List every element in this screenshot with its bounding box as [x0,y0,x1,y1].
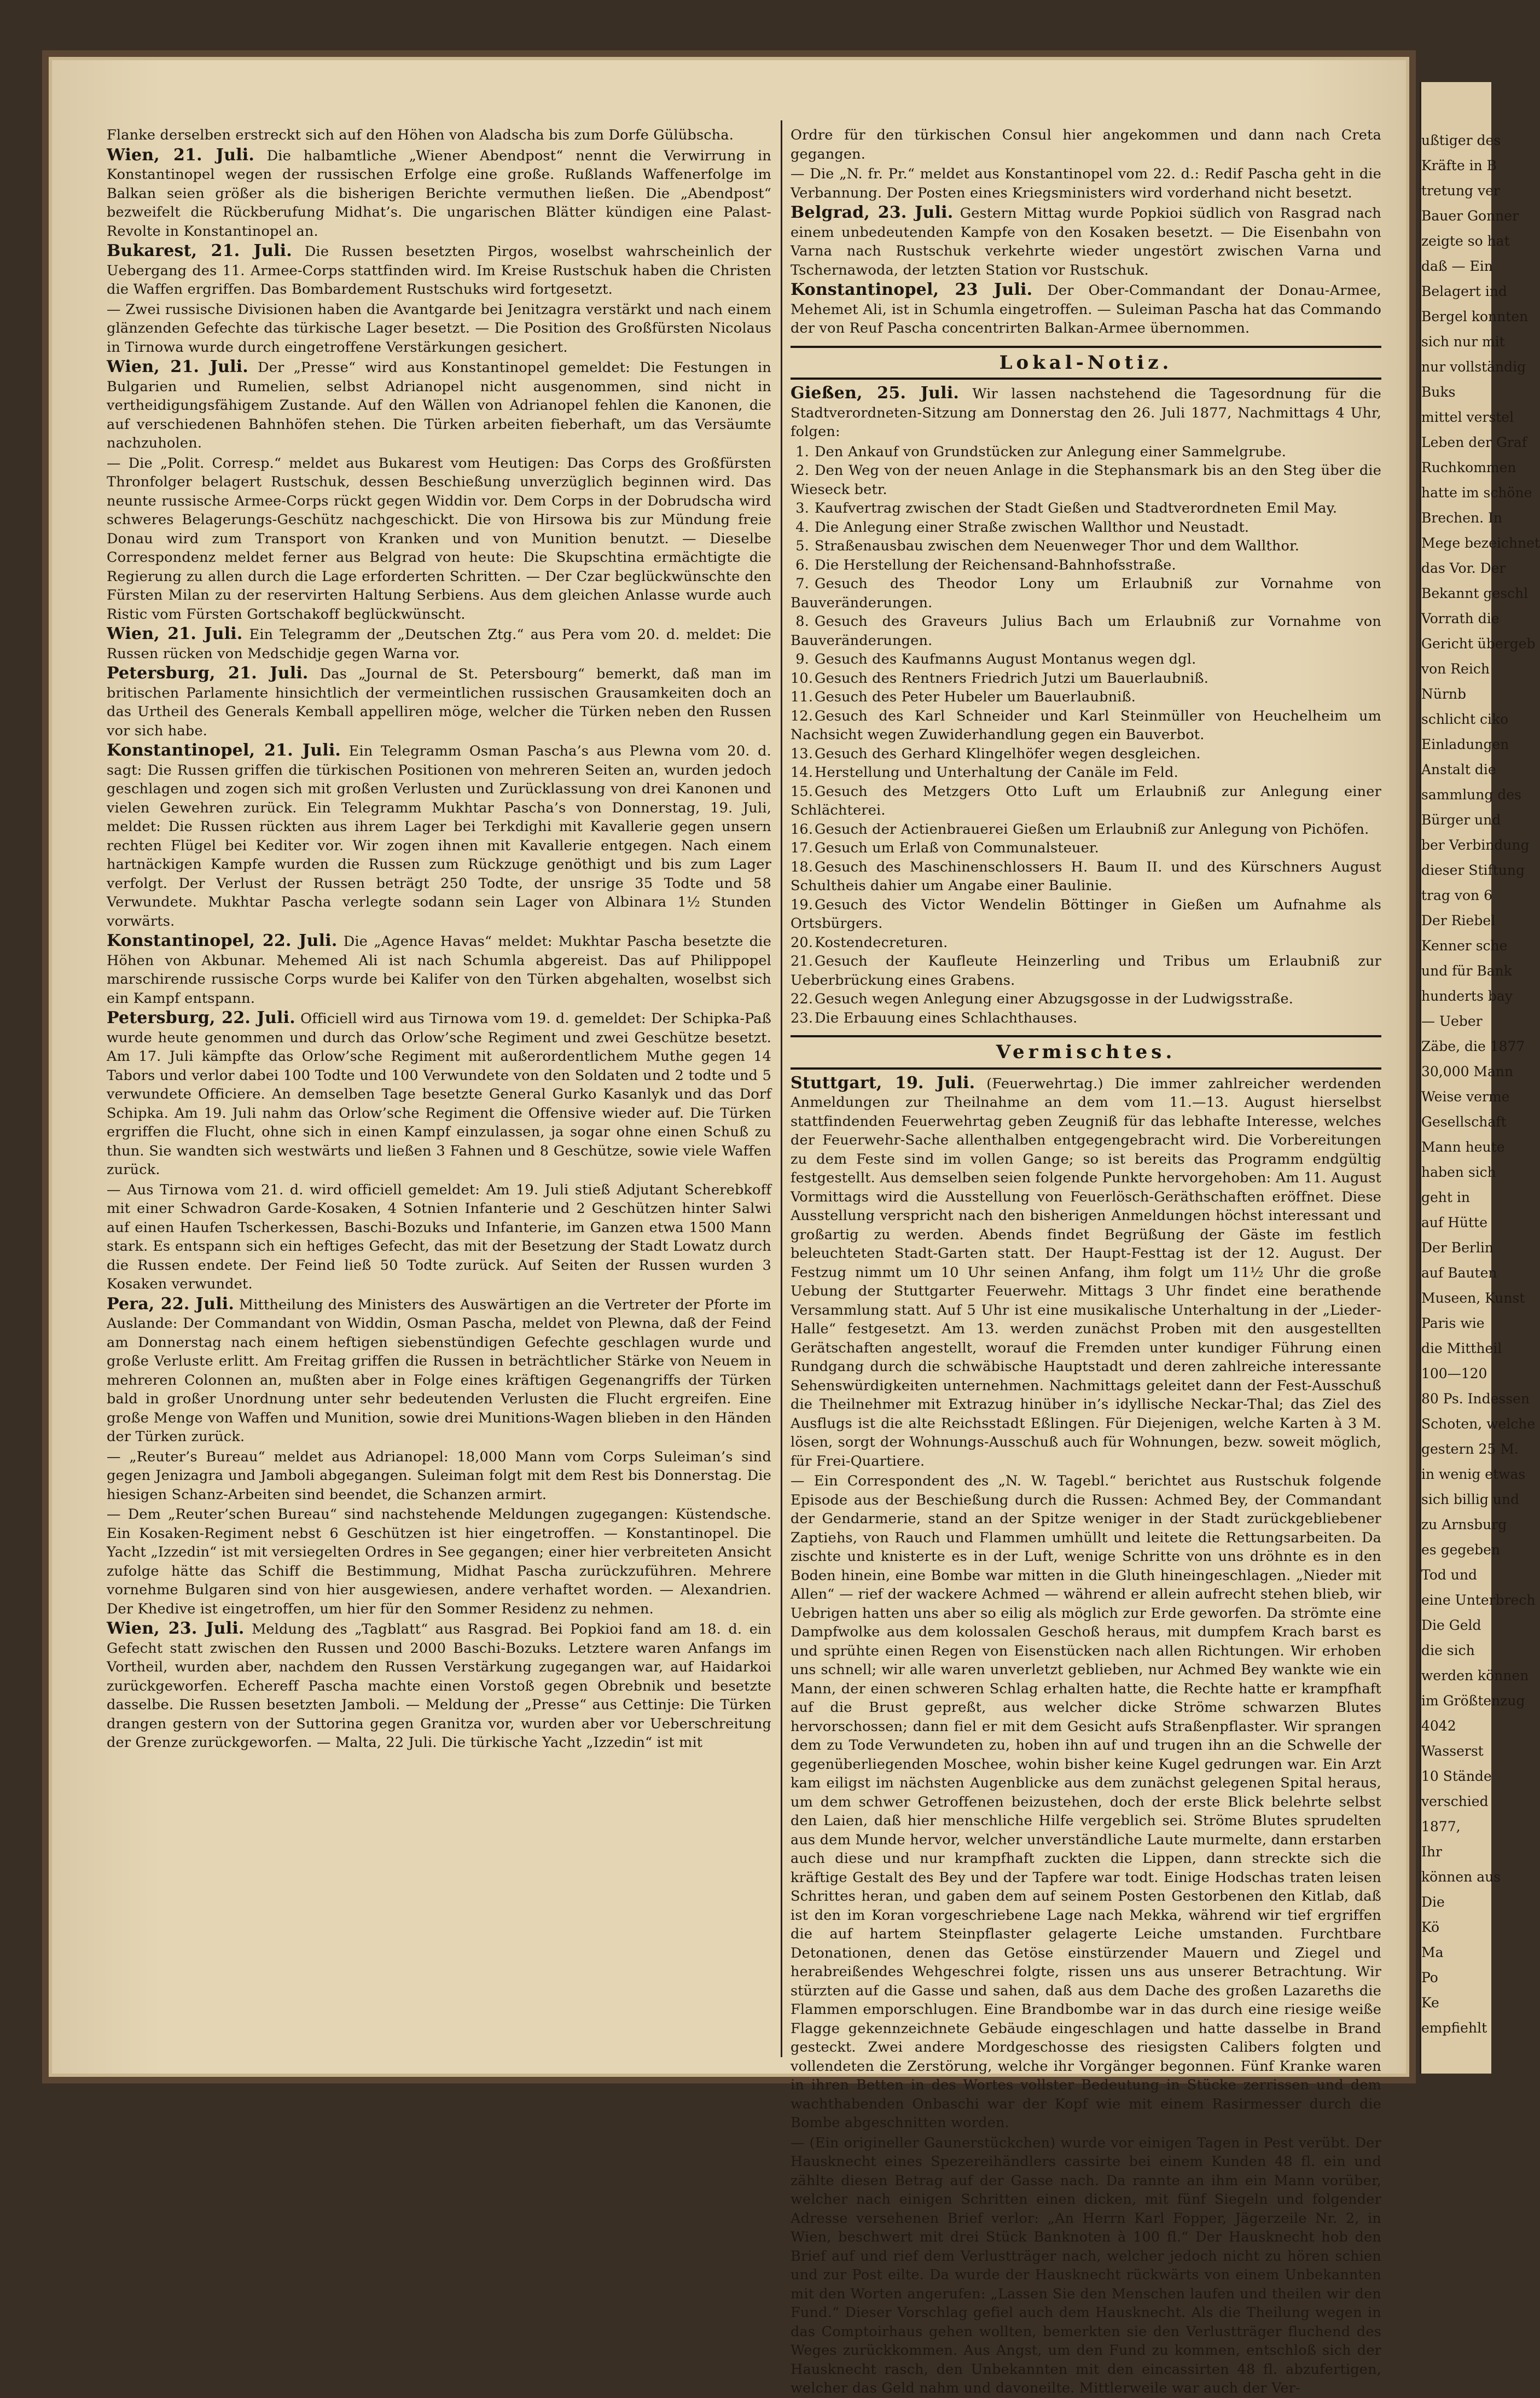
adjacent-page-line: Belagert ind [1421,283,1507,299]
column-rule [781,120,782,2057]
adjacent-page-line: verschied [1421,1793,1489,1809]
adjacent-page-line: Kenner sche [1421,938,1508,954]
agenda-item-number: 17. [791,840,813,856]
adjacent-page-line: gestern 25 M. [1421,1441,1519,1457]
adjacent-page-line: Gericht übergeb [1421,636,1536,652]
dateline: Konstantinopel, 22. Juli. [107,931,338,950]
agenda-item [791,990,1381,1009]
agenda-item-number: 12. [791,707,813,724]
agenda-item-text: Gesuch des Gerhard Klingelhöfer wegen desgleichen. [815,745,1201,762]
agenda-item-number: 14. [791,764,813,781]
adjacent-page-line: Paris wie [1421,1315,1485,1331]
paragraph-text: Ein Telegramm der „Deutschen Ztg.“ aus Pera vom 20. d. meldet: Die Russen rücken von Medschidje gegen Warna vor. [107,626,771,662]
dateline: Belgrad, 23. Juli. [791,203,954,222]
news-paragraph [107,1619,771,1752]
agenda-item-number: 16. [791,821,813,838]
news-paragraph [107,300,771,357]
dateline: Stuttgart, 19. Juli. [791,1073,975,1093]
agenda-item-number: 19. [791,896,813,913]
adjacent-page-line: es gegeben [1421,1542,1501,1558]
adjacent-page-line: Tod und [1421,1567,1477,1583]
news-paragraph [791,1074,1381,1471]
agenda-item-text: Gesuch der Actienbrauerei Gießen um Erlaubniß zur Anlegung von Pichöfen. [815,821,1369,838]
paragraph-text: — Die „N. fr. Pr.“ meldet aus Konstantinopel vom 22. d.: Redif Pascha geht in die Verbannung. Der Posten eines Kriegsministers wird vorderhand nicht besetzt. [791,166,1381,201]
news-paragraph [107,932,771,1008]
news-paragraph [107,1295,771,1447]
agenda-item-number: 8. [795,613,809,630]
paragraph-text: Flanke derselben erstreckt sich auf den Höhen von Aladscha bis zum Dorfe Gülübscha. [107,127,734,143]
paragraph-text: Officiell wird aus Tirnowa vom 19. d. gemeldet: Der Schipka-Paß wurde heute genommen und durch das Orlow’sche Regiment und zwei Geschütze besetzt. Am 17. Juli kämpfte das Orlow’sche Regiment mit außerordentlichem Muthe gegen 14 Tabors und verlor dabei 100 Todte und 100 Verwundete von den Soldaten und 2 todte und 5 verwundete Officiere. An demselben Tage besetzte General Gurko Kasanlyk und das Dorf Schipka. Am 19. Juli nahm das Orlow’sche Regiment die Offensive wieder auf. Die Türken ergriffen die Flucht, ohne sich in einen Kampf einzulassen, ja sogar ohne einen Schuß zu thun. Sie wandten sich westwärts und ließen 3 Fahnen und 8 Geschütze, sowie viele Waffen zurück. [107,1011,772,1178]
agenda-item [791,443,1381,462]
dateline: Petersburg, 21. Juli. [107,664,309,683]
agenda-item-text: Die Anlegung einer Straße zwischen Wallthor und Neustadt. [815,519,1250,536]
paragraph-text: — Ein Correspondent des „N. W. Tagebl.“ berichtet aus Rustschuk folgende Episode aus der Beschießung durch die Russen: Achmed Bey, der Commandant der Gendarmerie, stand an der Spitze weniger in der Stadt zurückgebliebener Zaptiehs, von Rauch und Flammen umhüllt und leitete die Rettungsarbeiten. Da zischte und knisterte es in der Luft, wenige Schritte von uns dröhnte es in den Boden hinein, eine Bombe war mitten in die Gluth hineingeschlagen. „Nieder mit Allen“ — rief der wackere Achmed — während er allein aufrecht stehen blieb, wir Uebrigen hatten uns aber so eilig als möglich zur Erde geworfen. Da strömte eine Dampfwolke aus dem kolossalen Geschoß heraus, mit dumpfem Krach barst es und sprühte einen Regen von Eisenstücken nach allen Richtungen. Wir erhoben uns schnell; wir alle waren unverletzt geblieben, nur Achmed Bey wankte wie ein Mann, der einen schweren Schlag erhalten hatte, die Rechte hatte er krampfhaft auf die Brust gepreßt, aus welcher dicke Ströme schwarzen Blutes hervorschossen; dann fiel er mit dem Gesicht aufs Straßenpflaster. Wir sprangen dem zu Tode Verwundeten zu, hoben ihn auf und trugen ihn an die Schwelle der gegenüberliegenden Moschee, wohin bisher keine Kugel gedrungen war. Ein Arzt kam eiligst im nächsten Augenblicke aus dem zunächst gelegenen Spital heraus, um dem schwer Getroffenen beizustehen, doch der erste Blick belehrte selbst den Laien, daß hier menschliche Hilfe vergeblich sei. Ströme Blutes sprudelten aus dem Munde hervor, welcher unverständliche Laute murmelte, dann erstarben auch diese und nur krampfhaft zuckten die Lippen, dann streckte sich die kräftige Gestalt des Bey und der Tapfere war todt. Einige Hodschas traten leisen Schrittes heran, und gaben dem auf seinem Posten Gestorbenen den Kitlab, daß ist den im Koran vorgeschriebene Lage nach Mekka, während wir tief ergriffen die auf hartem Steinpflaster gelagerte Leiche umstanden. Furchtbare Detonationen, denen das Getöse einstürzender Mauern und Ziegel und herabreißendes Wehgeschrei folgte, rissen uns aus unserer Betrachtung. Wir stürzten auf die Gasse und sahen, daß aus dem Dache des großen Lazareths die Flammen emporschlugen. Eine Brandbombe war in das durch eine riesige weiße Flagge gekennzeichnete Gebäude eingeschlagen und hatte dasselbe in Brand gesteckt. Zwei andere Mordgeschosse des riesigsten Calibers folgten und vollendeten die Zerstörung, welche ihr Vorgänger begonnen. Fünf Kranke waren in ihren Betten in des Wortes vollster Bedeutung in Stücke zerrissen und dem wachthabenden Onbaschi war der Kopf wie mit einem Rasirmesser durch die Bombe abgeschnitten worden. [791,1473,1381,2131]
adjacent-page-line: haben sich [1421,1164,1496,1180]
agenda-item-number: 7. [795,576,809,592]
adjacent-page-line: schlicht ciko [1421,711,1509,727]
dateline: Wien, 21. Juli. [107,145,255,165]
paragraph-text: — Die „Polit. Corresp.“ meldet aus Bukarest vom Heutigen: Das Corps des Großfürsten Thronfolger belagert Rustschuk, dessen Beschießung unverzüglich beginnen wird. Das neunte russische Armee-Corps rückt gegen Widdin vor. Dem Corps in der Dobrudscha wird schweres Belagerungs-Geschütz nachgeschickt. Die von Hirsowa bis zur Mündung freie Donau wird zum Transport von Kranken und von Munition benutzt. — Dieselbe Correspondenz meldet ferner aus Belgrad von heute: Die Skupschtina ermächtigte die Regierung zu allen durch die Lage erforderten Schritten. — Der Czar beglückwünschte den Fürsten Milan zu der reservirten Haltung Serbiens. Aus dem gleichen Anlasse wurde auch Ristic vom Fürsten Gortschakoff beglückwünscht. [107,455,771,623]
paragraph-text: — Dem „Reuter’schen Bureau“ sind nachstehende Meldungen zugegangen: Küstendsche. Ein Kosaken-Regiment nebst 6 Geschützen ist hier eingetroffen. — Konstantinopel. Die Yacht „Izzedin“ ist mit versiegelten Ordres in See gegangen; einer hier verbreiteten Ansicht zufolge hätte das Schiff die Bestimmung, Midhat Pascha zurückzuführen. Mehrere vornehme Bulgaren sind von hier ausgewiesen, andere verhaftet worden. — Alexandrien. Der Khedive ist eingetroffen, um hier für den Sommer Residenz zu nehmen. [107,1506,771,1617]
adjacent-page-line: eine Unterbrech [1421,1592,1536,1608]
adjacent-page-line: zeigte so hat [1421,233,1510,249]
paragraph-text: Die „Agence Havas“ meldet: Mukhtar Pascha besetzte die Höhen von Akbunar. Mehemed Ali ist nach Schumla abgereist. Das auf Philippopel marschirende russische Corps wurde bei Kalifer von den Türken abgehalten, woselbst sich ein Kampf entspann. [107,933,772,1007]
adjacent-page-line: Anstalt die [1421,762,1496,777]
adjacent-page-line: von Reich [1421,661,1490,677]
adjacent-page-line: trag von 6 [1421,887,1492,903]
agenda-item-number: 6. [795,556,809,573]
dateline: Wien, 23. Juli. [107,1619,245,1638]
adjacent-page-line: geht in [1421,1189,1470,1205]
agenda-item-text: Gesuch um Erlaß von Communalsteuer. [815,840,1099,856]
news-paragraph [791,281,1381,338]
agenda-item-number: 10. [791,670,813,687]
news-paragraph [107,454,771,624]
agenda-item [791,669,1381,688]
lokal-intro [791,384,1381,442]
adjacent-page-line: Nürnb [1421,686,1467,702]
adjacent-page-line: Der Riebel [1421,913,1496,928]
agenda-item [791,537,1381,556]
adjacent-page-line: Einladungen [1421,736,1509,752]
agenda-item-number: 15. [791,783,813,800]
adjacent-page-line: Ihr [1421,1844,1442,1860]
paragraph-text: Der „Presse“ wird aus Konstantinopel gemeldet: Die Festungen in Bulgarien und Rumelien, selbst Adrianopel nicht ausgenommen, sind nicht in vertheidigungsfähigem Zustande. Auf den Wällen von Adrianopel fehlen die Kanonen, die auf verschiedenen Bahnhöfen stehen. Die Türken arbeiten fieberhaft, um das Versäumte nachzuholen. [107,359,771,451]
dateline: Wien, 21. Juli. [107,357,248,376]
adjacent-page-line: die Mittheil [1421,1340,1502,1356]
agenda-item-text: Straßenausbau zwischen dem Neuenweger Thor und dem Wallthor. [815,538,1299,554]
adjacent-page-line: 1877, [1421,1819,1461,1834]
adjacent-page-line: Bürger und [1421,812,1501,828]
agenda-item [791,896,1381,933]
agenda-item-number: 2. [795,462,809,479]
adjacent-page-fragment [1420,82,1540,2074]
news-paragraph [107,741,771,931]
news-paragraph [107,126,771,145]
adjacent-page-line: — Ueber [1421,1013,1483,1029]
agenda-item [791,574,1381,612]
agenda-item-text: Gesuch der Kaufleute Heinzerling und Tribus um Erlaubniß zur Ueberbrückung eines Grabens. [791,953,1381,989]
adjacent-page-line: Kö [1421,1919,1440,1935]
agenda-item-text: Gesuch des Theodor Lony um Erlaubniß zur Vornahme von Bauveränderungen. [791,576,1381,611]
agenda-item [791,518,1381,537]
paragraph-text: Gestern Mittag wurde Popkioi südlich von Rasgrad nach einem unbedeutenden Kampfe von den Kosaken besetzt. — Die Eisenbahn von Varna nach Rustschuk verkehrte wieder ungestört zwischen Varna und Tschernawoda, der letzten Station vor Rustschuk. [791,205,1381,278]
paragraph-text: — „Reuter’s Bureau“ meldet aus Adrianopel: 18,000 Mann vom Corps Suleiman’s sind gegen Jenizagra und Jamboli abgegangen. Suleiman folgt mit dem Rest bis Donnerstag. Die hiesigen Schanz-Arbeiten sind beendet, die Schanzen armirt. [107,1448,771,1503]
adjacent-page-line: Ma [1421,1944,1444,1960]
adjacent-page-line: Gesellschaft [1421,1114,1507,1130]
adjacent-page-line: empfiehlt [1421,2020,1487,2036]
adjacent-page-line: Ke [1421,1995,1439,2011]
agenda-item [791,461,1381,499]
adjacent-page-line: dieser Stiftung [1421,862,1525,878]
dateline: Pera, 22. Juli. [107,1294,235,1314]
adjacent-page-line: ber Verbindung [1421,837,1530,853]
adjacent-page-line: Die [1421,1894,1445,1910]
dateline: Wien, 21. Juli. [107,624,243,643]
adjacent-page-line: Po [1421,1970,1438,1985]
adjacent-page-line: und für Bank [1421,963,1512,979]
vermischtes-body [791,1074,1381,2398]
adjacent-page-line: mittel verstel [1421,409,1514,425]
news-paragraph [107,1448,771,1505]
agenda-item-number: 3. [795,500,809,516]
news-paragraph [791,204,1381,280]
news-paragraph [107,358,771,453]
agenda-item [791,820,1381,839]
agenda-item [791,952,1381,990]
dateline: Konstantinopel, 21. Juli. [107,741,341,760]
dateline: Bukarest, 21. Juli. [107,241,292,260]
adjacent-page-line: daß — Ein [1421,258,1493,274]
adjacent-page-line: 80 Ps. Indessen [1421,1391,1530,1407]
agenda-item [791,763,1381,782]
adjacent-page-line: im Größtenzug [1421,1693,1525,1709]
paragraph-text: — (Ein origineller Gaunerstückchen) wurde vor einigen Tagen in Pest verübt. Der Hausknecht eines Spezereihändlers cassirte bei einem Kunden 48 fl. ein und zählte diesen Betrag auf der Gasse nach. Da rannte an ihm ein Mann vorüber, welcher nach einigen Schritten einen dicken, mit fünf Siegeln und folgender Adresse versehenen Brief verlor: „An Herrn Karl Fopper, Jägerzeile Nr. 2, in Wien, beschwert mit drei Stück Banknoten à 100 fl.“ Der Hausknecht hob den Brief auf und rief dem Verlustträger nach, welcher jedoch nicht zu hören schien und zur Post eilte. Da wurde der Hausknecht rückwärts von einem Unbekannten mit den Worten angerufen: „Lassen Sie den Menschen laufen und theilen wir den Fund.“ Dieser Vorschlag gefiel auch dem Hausknecht. Als die Theilung wegen in das Comptoirhaus gehen wollten, bemerkten sie den Verlustträger fluchend des Weges zurückkommen. Aus Angst, um den Fund zu kommen, entschloß sich der Hausknecht rasch, den Unbekannten mit den eincassirten 48 fl. abzufertigen, welcher das Geld nahm und davoneilte. Mittlerweile war auch der Ver- [791,2134,1381,2396]
news-paragraph [791,1472,1381,2133]
agenda-item [791,858,1381,896]
dateline: Petersburg, 22. Juli. [107,1008,295,1027]
dateline: Konstantinopel, 23 Juli. [791,280,1033,299]
news-paragraph [107,1009,771,1180]
adjacent-page-line: auf Bauten [1421,1265,1497,1281]
adjacent-page-line: Schoten, welche [1421,1416,1536,1432]
adjacent-page-line: sich nur mit [1421,334,1505,350]
agenda-item [791,556,1381,575]
agenda-item-text: Den Ankauf von Grundstücken zur Anlegung einer Sammelgrube. [815,443,1287,460]
adjacent-page-line: Ruchkommen [1421,460,1516,475]
paragraph-text: (Feuerwehrtag.) Die immer zahlreicher werdenden Anmeldungen zur Theilnahme an dem vom 11.—13. August hierselbst stattfindenden Feuerwehrtag geben Zeugniß für das lebhafte Interesse, welches der Feuerwehr-Sache allenthalben entgegengebracht wird. Die Vorbereitungen zu dem Feste sind im vollen Gange; so ist bereits das Programm endgültig festgestellt. Aus demselben seien folgende Punkte hervorgehoben: Am 11. August Vormittags wird die Ausstellung von Feuerlösch-Geräthschaften eröffnet. Diese Ausstellung verspricht nach den bisherigen Anmeldungen höchst interessant und großartig zu werden. Abends findet Begrüßung der Gäste im festlich beleuchteten Stadt-Garten statt. Der Haupt-Festtag ist der 12. August. Der Festzug nimmt um 10 Uhr seinen Anfang, ihm folgt um 11½ Uhr die große Uebung der Stuttgarter Feuerwehr. Mittags 3 Uhr findet eine berathende Versammlung statt. Auf 5 Uhr ist eine musikalische Unterhaltung in der „Lieder-Halle“ festgesetzt. Am 13. werden zunächst Proben mit den ausgestellten Gerätschaften angestellt, worauf die Fremden unter kundiger Führung einen Rundgang durch die schwäbische Hauptstadt und deren zahlreiche interessante Sehenswürdigkeiten unternehmen. Nachmittags geleitet dann der Fest-Ausschuß die Theilnehmer mit Extrazug hinüber in’s idyllische Neckar-Thal; das Ziel des Ausflugs ist die alte Reichsstadt Eßlingen. Für Diejenigen, welche Karten à 3 M. lösen, sorgt der Wohnungs-Ausschuß auch für Wohnungen, bezw. soweit möglich, für Frei-Quartiere. [791,1075,1381,1470]
agenda-item-text: Gesuch des Victor Wendelin Böttinger in Gießen um Aufnahme als Ortsbürgers. [791,896,1381,932]
agenda-item-text: Gesuch des Maschinenschlossers H. Baum II. und des Kürschners August Schultheis dahier um Angabe einer Baulinie. [791,858,1381,894]
paragraph-text: Das „Journal de St. Petersbourg“ bemerkt, daß man im britischen Parlamente hinsichtlich der vermeintlichen russischen Grausamkeiten doch an das Urtheil des Generals Kemball appelliren möge, welcher die Türken neben den Russen vor sich habe. [107,666,771,739]
news-paragraph [107,242,771,299]
lokal-intro-dateline: Gießen, 25. Juli. [791,384,959,403]
agenda-item-text: Kaufvertrag zwischen der Stadt Gießen und Stadtverordneten Emil May. [815,500,1338,516]
agenda-item-number: 18. [791,858,813,875]
news-paragraph [791,126,1381,164]
news-paragraph [107,1181,771,1294]
news-paragraph [107,146,771,241]
adjacent-page-line: die sich [1421,1642,1475,1658]
adjacent-page-line: Bekannt geschl [1421,585,1529,601]
adjacent-page-line: Bauer Gonner [1421,208,1519,224]
adjacent-page-line: 10 Stände [1421,1768,1492,1784]
agenda-item-text: Kostendecreturen. [815,934,948,951]
agenda-item-text: Gesuch des Metzgers Otto Luft um Erlaubniß zur Anlegung einer Schlächterei. [791,783,1381,818]
agenda-item-number: 11. [791,689,813,705]
agenda-item [791,499,1381,518]
agenda-item-text: Die Erbauung eines Schlachthauses. [815,1009,1078,1026]
lokal-intro-text: Wir lassen nachstehend die Tagesordnung für die Stadtverordneten-Sitzung am Donnerstag den 26. Juli 1877, Nachmittags 4 Uhr, folgen: [791,386,1381,440]
agenda-item [791,839,1381,858]
adjacent-page-line: Bergel konnten [1421,309,1529,324]
adjacent-page-line: Der Berlin [1421,1240,1493,1256]
paragraph-text: — Zwei russische Divisionen haben die Avantgarde bei Jenitzagra verstärkt und nach einem glänzenden Gefechte das türkische Lager besetzt. — Die Position des Großfürsten Nicolaus in Tirnowa wurde durch eingetroffene Verstärkungen gesichert. [107,301,771,356]
adjacent-page-line: Mann heute [1421,1139,1505,1155]
news-paragraph [107,1505,771,1618]
adjacent-page-line: Museen, Kunst [1421,1290,1525,1306]
agenda-item-text: Gesuch des Karl Schneider und Karl Steinmüller von Heuchelheim um Nachsicht wegen Zuwiderhandlung gegen ein Bauverbot. [791,707,1381,743]
adjacent-page-line: auf Hütte [1421,1215,1487,1230]
news-paragraph [107,664,771,740]
news-paragraph [107,625,771,663]
right-column-news [791,126,1381,338]
agenda-item [791,745,1381,764]
adjacent-page-line: Brechen. In [1421,510,1502,526]
agenda-item-text: Gesuch wegen Anlegung einer Abzugsgosse in der Ludwigsstraße. [815,991,1294,1007]
agenda-item [791,933,1381,953]
adjacent-page-line: ußtiger des [1421,132,1501,148]
adjacent-page-line: Die Geld [1421,1617,1481,1633]
agenda-item-number: 21. [791,953,813,969]
adjacent-page-line: werden können [1421,1668,1529,1683]
adjacent-page-line: Leben der Graf [1421,434,1527,450]
section-header-lokal-notiz: Lokal-Notiz. [791,346,1381,380]
paragraph-text: — Aus Tirnowa vom 21. d. wird officiell gemeldet: Am 19. Juli stieß Adjutant Scherebkoff mit einer Schwadron Garde-Kosaken, 4 Sotnien Infanterie und 2 Geschützen hinter Salwi auf einen Haufen Tscherkessen, Baschi-Bozuks und Infanterie, im Ganzen etwa 1500 Mann stark. Es entspann sich ein heftiges Gefecht, das mit der Besetzung der Stadt Lowatz durch die Russen endete. Der Feind ließ 50 Todte zurück. Auf Seiten der Russen wurden 3 Kosaken verwundet. [107,1181,771,1292]
agenda-item-text: Herstellung und Unterhaltung der Canäle im Feld. [815,764,1178,781]
agenda-item-number: 20. [791,934,813,951]
paragraph-text: Die Russen besetzten Pirgos, woselbst wahrscheinlich der Uebergang des 11. Armee-Corps stattfinden wird. Im Kreise Rustschuk haben die Christen die Waffen ergriffen. Das Bombardement Rustschuks wird fortgesetzt. [107,243,771,298]
adjacent-page-line: das Vor. Der [1421,560,1506,576]
adjacent-page-line: Buks [1421,384,1456,400]
agenda-item-number: 5. [795,538,809,554]
agenda-item [791,650,1381,669]
agenda-item-number: 22. [791,991,813,1007]
adjacent-page-line: in wenig etwas [1421,1466,1526,1482]
left-column [107,126,771,2052]
paragraph-text: Der Ober-Commandant der Donau-Armee, Mehemet Ali, ist in Schumla eingetroffen. — Suleiman Pascha hat das Commando der von Reuf Pascha concentrirten Balkan-Armee übernommen. [791,282,1381,336]
adjacent-page-line: 30,000 Mann [1421,1064,1514,1079]
adjacent-page-line: nur vollständig [1421,359,1526,375]
adjacent-page-line: Wasserst [1421,1743,1484,1759]
paragraph-text: Mittheilung des Ministers des Auswärtigen an die Vertreter der Pforte im Auslande: Der Commandant von Widdin, Osman Pascha, meldet von Plewna, daß der Feind am Donnerstag nach einem heftigen siebenstündigen Gefechte geschlagen wurde und große Verluste erlitt. Am Freitag griffen die Russen in beträchtlicher Stärke von Neuem in mehreren Colonnen an, mußten aber in Folge eines kräftigen Gegenangriffs der Türken bald in großer Unordnung unter sehr bedeutenden Verlusten die Flucht ergreifen. Eine große Menge von Waffen und Munition, sowie drei Munitions-Wagen blieben in den Händen der Türken zurück. [107,1296,771,1445]
adjacent-page-line: sich billig und [1421,1491,1520,1507]
agenda-item-number: 23. [791,1009,813,1026]
agenda-item-text: Gesuch des Peter Hubeler um Bauerlaubniß. [815,689,1136,705]
agenda-item-number: 9. [795,651,809,667]
adjacent-page-line: Vorrath die [1421,611,1500,626]
agenda-item-number: 13. [791,745,813,762]
paragraph-text: Meldung des „Tagblatt“ aus Rasgrad. Bei Popkioi fand am 18. d. ein Gefecht statt zwischen den Russen und 2000 Baschi-Bozuks. Letztere waren Anfangs im Vortheil, wurden aber, nachdem den Russen Verstärkung zugegangen war, auf Haidarkoi zurückgeworfen. Echereff Pascha machte einen Vorstoß gegen Obrebnik und besetzte dasselbe. Die Russen besetzten Jamboli. — Meldung der „Presse“ aus Cettinje: Die Türken drangen gestern von der Suttorina gegen Granitza vor, wurden aber vor Ueberschreitung der Grenze zurückgeworfen. — Malta, 22 Juli. Die türkische Yacht „Izzedin“ ist mit [107,1621,771,1751]
news-paragraph [791,2134,1381,2398]
agenda-item [791,707,1381,745]
adjacent-page-line: Zäbe, die 1877 [1421,1038,1525,1054]
news-paragraph [791,165,1381,202]
paragraph-text: Ordre für den türkischen Consul hier angekommen und dann nach Creta gegangen. [791,127,1381,162]
adjacent-page-line: hunderts bay [1421,988,1513,1004]
agenda-list [791,443,1381,1028]
newspaper-page [52,60,1406,2396]
adjacent-page-line: Kräfte in B [1421,158,1497,173]
adjacent-page-line: Mege bezeichnet [1421,535,1540,551]
agenda-item-text: Den Weg von der neuen Anlage in die Stephansmark bis an den Steg über die Wieseck betr. [791,462,1381,498]
agenda-item [791,612,1381,650]
agenda-item [791,782,1381,820]
adjacent-page-line: hatte im schöne [1421,485,1532,501]
agenda-item-text: Die Herstellung der Reichensand-Bahnhofsstraße. [815,556,1176,573]
adjacent-page-line: Weise verme [1421,1089,1510,1105]
right-column [791,126,1381,2396]
agenda-item-number: 4. [795,519,809,536]
adjacent-page-line: zu Arnsburg [1421,1517,1507,1532]
agenda-item-text: Gesuch des Rentners Friedrich Jutzi um Bauerlaubniß. [815,670,1209,687]
adjacent-page-line: 100—120 [1421,1366,1487,1381]
section-header-vermischtes: Vermischtes. [791,1035,1381,1070]
paragraph-text: Ein Telegramm Osman Pascha’s aus Plewna vom 20. d. sagt: Die Russen griffen die türkischen Positionen von mehreren Seiten an, wurden jedoch geschlagen und zogen sich mit großen Verlusten und Zurücklassung von drei Kanonen und vielen Gewehren zurück. Ein Telegramm Mukhtar Pascha’s von Donnerstag, 19. Juli, meldet: Die Russen rückten aus ihrem Lager bei Terkdighi mit Kavallerie gegen unsern rechten Flügel bei Kediter vor. Wir zogen ihnen mit Kavallerie entgegen. Nach einem hartnäckigen Kampfe wurden die Russen zum Rückzuge genöthigt und bis zum Lager verfolgt. Der Verlust der Russen beträgt 250 Todte, der unsrige 35 Todte und 58 Verwundete. Mukhtar Pascha verlegte sodann sein Lager von Albinara 1½ Stunden vorwärts. [107,743,771,930]
adjacent-page-line: tretung ver [1421,183,1500,199]
adjacent-page-line: können aus [1421,1869,1501,1885]
agenda-item-text: Gesuch des Kaufmanns August Montanus wegen dgl. [815,651,1196,667]
agenda-item-text: Gesuch des Graveurs Julius Bach um Erlaubniß zur Vornahme von Bauveränderungen. [791,613,1381,649]
adjacent-page-line: sammlung des [1421,787,1521,803]
agenda-item [791,688,1381,707]
paragraph-text: Die halbamtliche „Wiener Abendpost“ nennt die Verwirrung in Konstantinopel wegen der russischen Erfolge eine große. Rußlands Waffenerfolge im Balkan seien größer als die bisherigen Berichte vermuthen ließen. Die „Abendpost“ bezweifelt die Rückberufung Midhat’s. Die ungarischen Blätter kündigen eine Palast-Revolte in Konstantinopel an. [107,147,771,240]
agenda-item-number: 1. [795,443,809,460]
agenda-item [791,1009,1381,1028]
adjacent-page-line: 4042 [1421,1718,1456,1734]
